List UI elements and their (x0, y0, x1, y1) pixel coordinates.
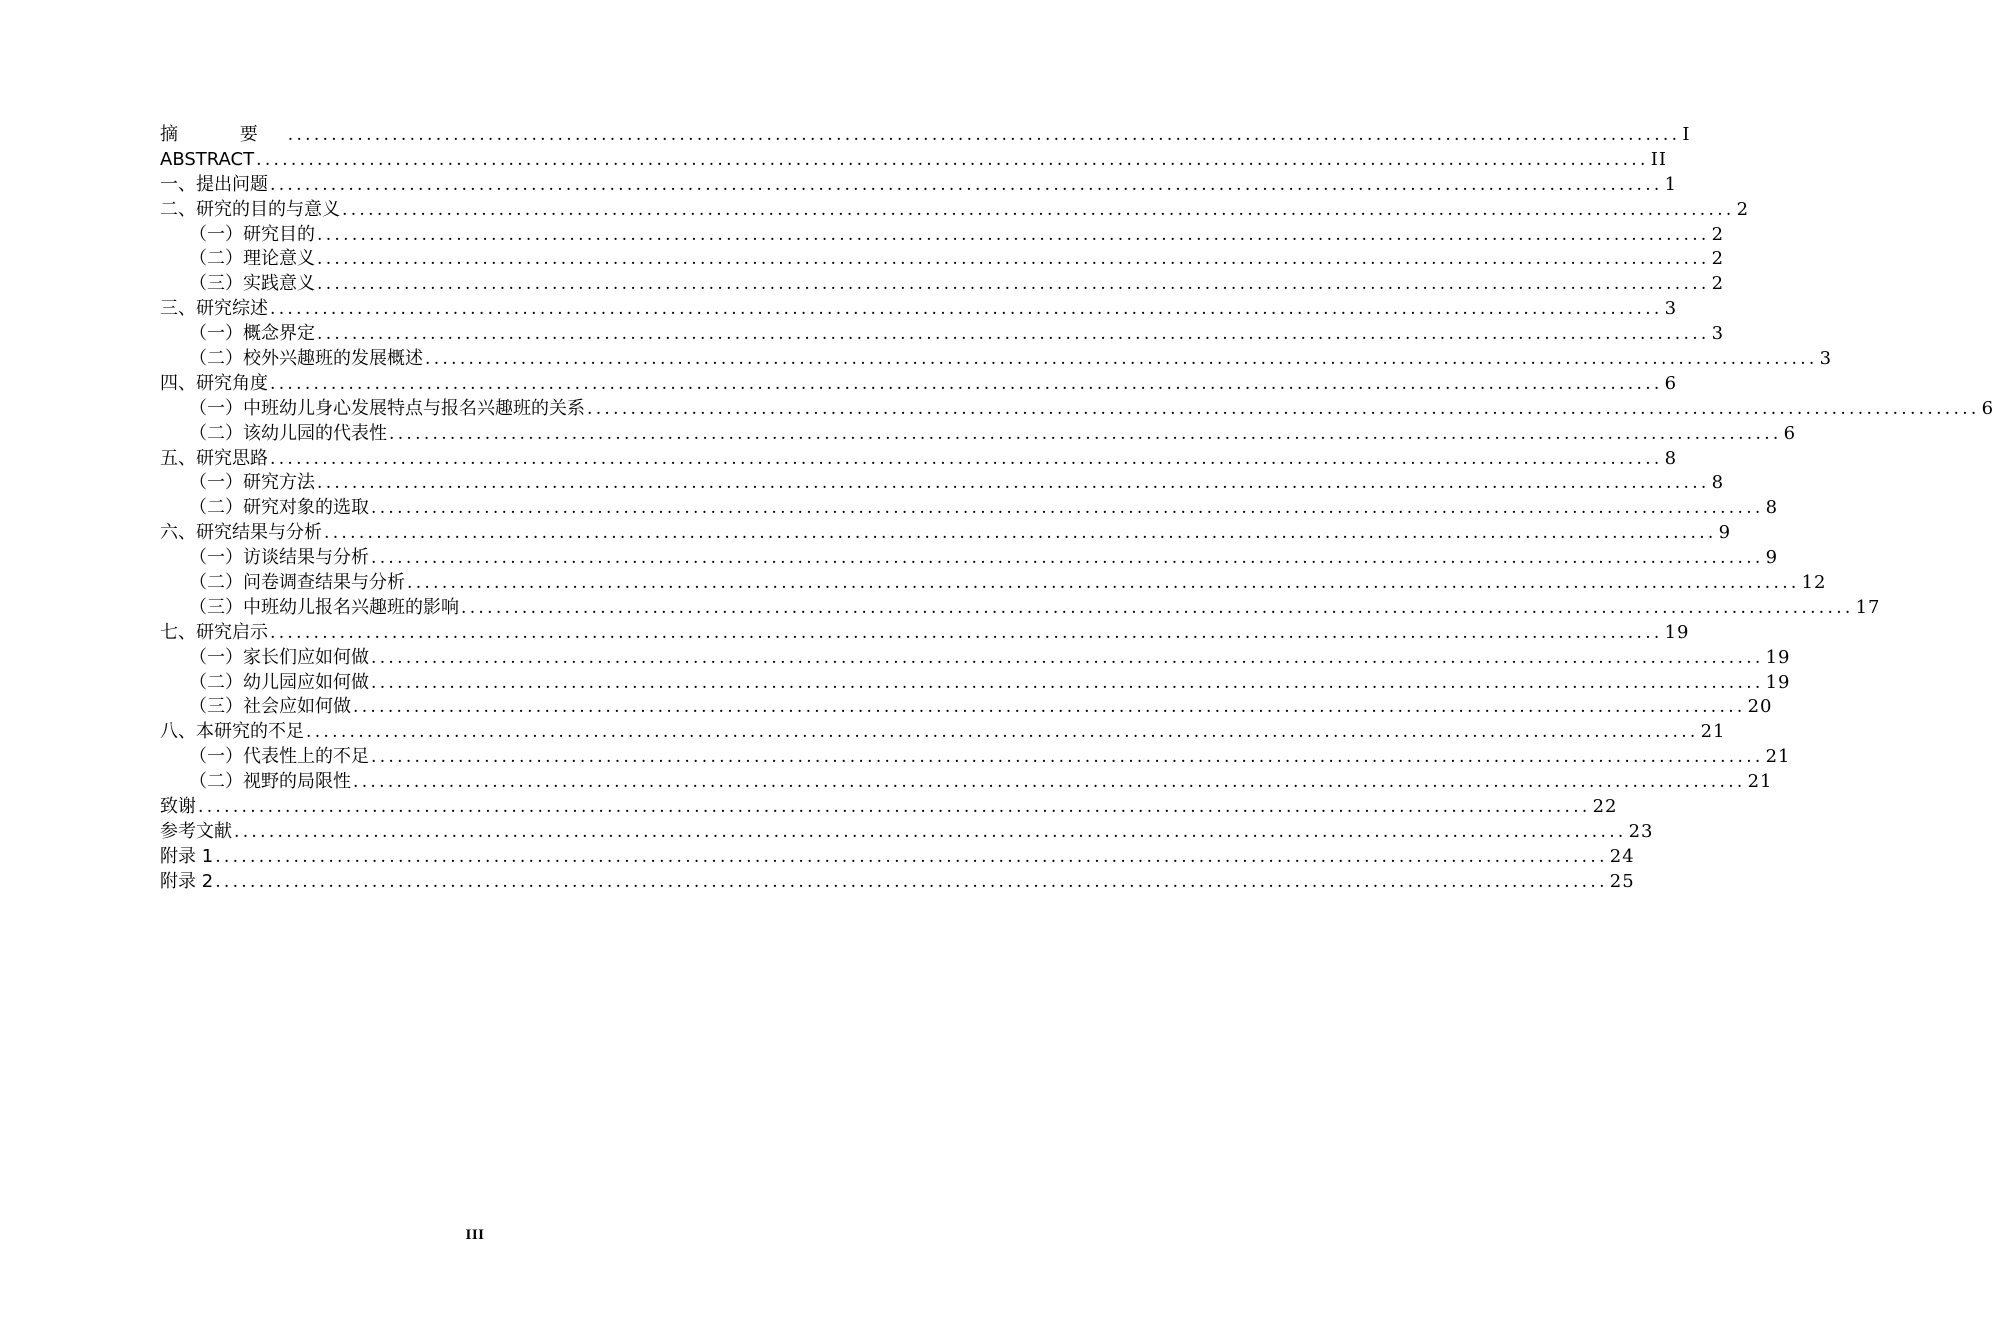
toc-entry-label: 八、本研究的不足 (160, 721, 304, 743)
toc-entry-page: 8 (1711, 472, 1725, 494)
toc-entry[interactable] (160, 272, 1725, 297)
toc-entry-page: 6 (1664, 372, 1678, 394)
toc-dot-leader: ................................................................................................................................................................ (198, 797, 1591, 818)
toc-entry-label: 六、研究结果与分析 (160, 522, 322, 544)
toc-entry-label: （一）代表性上的不足 (189, 746, 369, 768)
toc-entry-page: II (1650, 148, 1667, 170)
toc-entry[interactable] (160, 795, 1618, 820)
toc-entry[interactable] (160, 596, 1881, 621)
toc-entry-page: 25 (1609, 870, 1635, 892)
toc-dot-leader: ................................................................................................................................................................ (270, 174, 1663, 195)
toc-entry-label: （一）研究方法 (189, 472, 315, 494)
toc-entry-page: 21 (1765, 746, 1791, 768)
toc-entry-page: 19 (1765, 671, 1791, 693)
toc-entry[interactable] (160, 870, 1635, 895)
toc-entry-page: 3 (1819, 348, 1833, 370)
toc-entry-page: 3 (1711, 323, 1725, 345)
toc-dot-leader: ................................................................................................................................................................ (353, 772, 1746, 793)
toc-entry[interactable] (160, 471, 1725, 496)
toc-entry-page: 2 (1711, 248, 1725, 270)
toc-entry-page: 22 (1592, 796, 1618, 818)
page-number: III (465, 1227, 485, 1243)
toc-entry-label: 致谢 (160, 796, 196, 818)
toc-entry[interactable] (160, 422, 1797, 447)
toc-entry[interactable] (160, 770, 1773, 795)
toc-entry-page: 3 (1664, 298, 1678, 320)
toc-entry[interactable] (160, 695, 1773, 720)
toc-dot-leader: ................................................................................................................................................................ (287, 125, 1681, 145)
toc-entry-label: ABSTRACT (160, 148, 255, 170)
toc-entry[interactable] (160, 223, 1725, 248)
toc-entry-page: I (1682, 124, 1691, 145)
toc-dot-leader: ................................................................................................................................................................ (389, 423, 1782, 444)
toc-dot-leader: ................................................................................................................................................................ (371, 548, 1764, 569)
toc-dot-leader: ................................................................................................................................................................ (234, 821, 1627, 842)
toc-entry-label: （二）校外兴趣班的发展概述 (189, 348, 423, 370)
toc-entry[interactable] (160, 123, 1691, 148)
toc-dot-leader: ................................................................................................................................................................ (317, 224, 1710, 245)
toc-entry-label: （三）实践意义 (189, 273, 315, 295)
toc-dot-leader: ................................................................................................................................................................ (461, 597, 1854, 618)
toc-entry-label: 摘 要 (160, 124, 286, 145)
toc-entry-label: 三、研究综述 (160, 298, 268, 320)
toc-entry-page: 20 (1747, 696, 1773, 718)
toc-dot-leader: ................................................................................................................................................................ (317, 324, 1710, 345)
toc-entry-page: 6 (1783, 422, 1797, 444)
toc-entry[interactable] (160, 571, 1827, 596)
toc-entry[interactable] (160, 322, 1725, 347)
toc-entry-page: 12 (1801, 572, 1827, 594)
toc-entry[interactable] (160, 148, 1667, 173)
toc-dot-leader: ................................................................................................................................................................ (353, 697, 1746, 718)
toc-dot-leader: ................................................................................................................................................................ (317, 473, 1710, 494)
toc-entry[interactable] (160, 347, 1833, 372)
toc-dot-leader: ................................................................................................................................................................ (256, 149, 1649, 170)
toc-dot-leader: ................................................................................................................................................................ (371, 747, 1764, 768)
toc-dot-leader: ................................................................................................................................................................ (270, 622, 1663, 643)
toc-entry-label: 参考文献 (160, 820, 232, 842)
toc-entry-page: 2 (1711, 273, 1725, 295)
toc-entry-label: （一）家长们应如何做 (189, 646, 369, 668)
toc-entry[interactable] (160, 621, 1690, 646)
toc-entry[interactable] (160, 247, 1725, 272)
toc-entry-label: 四、研究角度 (160, 372, 268, 394)
toc-entry-page: 2 (1736, 198, 1750, 220)
toc-entry-label: （二）该幼儿园的代表性 (189, 422, 387, 444)
toc-entry-page: 9 (1718, 522, 1732, 544)
toc-entry[interactable] (160, 496, 1779, 521)
toc-entry-page: 21 (1747, 771, 1773, 793)
toc-dot-leader: ................................................................................................................................................................ (371, 672, 1764, 693)
toc-entry-page: 8 (1765, 497, 1779, 519)
toc-entry-label: （一）中班幼儿身心发展特点与报名兴趣班的关系 (189, 397, 585, 419)
toc-entry[interactable] (160, 646, 1791, 671)
toc-entry-page: 9 (1765, 547, 1779, 569)
toc-entry-label: 附录 1 (160, 845, 214, 867)
toc-entry-page: 19 (1765, 646, 1791, 668)
toc-entry-label: （二）研究对象的选取 (189, 497, 369, 519)
toc-entry-page: 2 (1711, 223, 1725, 245)
toc-dot-leader: ................................................................................................................................................................ (270, 299, 1663, 320)
toc-entry-label: 二、研究的目的与意义 (160, 198, 340, 220)
toc-entry[interactable] (160, 447, 1678, 472)
toc-entry-page: 24 (1609, 845, 1635, 867)
toc-dot-leader: ................................................................................................................................................................ (270, 373, 1663, 394)
toc-dot-leader: ................................................................................................................................................................ (371, 647, 1764, 668)
toc-entry-page: 1 (1664, 173, 1678, 195)
toc-entry-page: 23 (1628, 820, 1654, 842)
toc-dot-leader: ................................................................................................................................................................ (371, 498, 1764, 519)
toc-entry-label: 五、研究思路 (160, 447, 268, 469)
toc-dot-leader: ................................................................................................................................................................ (317, 249, 1710, 270)
toc-entry[interactable] (160, 297, 1678, 322)
toc-entry[interactable] (160, 372, 1678, 397)
toc-dot-leader: ................................................................................................................................................................ (407, 573, 1800, 594)
toc-entry-page: 6 (1981, 397, 1994, 419)
toc-entry[interactable] (160, 671, 1791, 696)
toc-entry-label: （二）幼儿园应如何做 (189, 671, 369, 693)
toc-entry-label: （一）访谈结果与分析 (189, 547, 369, 569)
toc-entry-label: 七、研究启示 (160, 621, 268, 643)
toc-entry-page: 8 (1664, 447, 1678, 469)
toc-entry-label: 一、提出问题 (160, 173, 268, 195)
toc-entry-label: （二）理论意义 (189, 248, 315, 270)
toc-entry[interactable] (160, 820, 1654, 845)
toc-entry[interactable] (160, 521, 1732, 546)
toc-dot-leader: ................................................................................................................................................................ (317, 274, 1710, 295)
toc-entry[interactable] (160, 397, 1994, 422)
toc-entry-label: （一）研究目的 (189, 223, 315, 245)
toc-entry-label: （三）社会应如何做 (189, 696, 351, 718)
toc-entry[interactable] (160, 173, 1678, 198)
toc-entry[interactable] (160, 546, 1779, 571)
toc-entry-label: （二）问卷调查结果与分析 (189, 572, 405, 594)
toc-entry-page: 21 (1700, 721, 1726, 743)
toc-dot-leader: ................................................................................................................................................................ (215, 871, 1608, 892)
toc-dot-leader: ................................................................................................................................................................ (342, 199, 1735, 220)
toc-dot-leader: ................................................................................................................................................................ (425, 349, 1818, 370)
toc-entry[interactable] (160, 745, 1791, 770)
table-of-contents (160, 123, 1994, 895)
toc-dot-leader: ................................................................................................................................................................ (587, 398, 1980, 419)
toc-entry[interactable] (160, 845, 1635, 870)
toc-dot-leader: ................................................................................................................................................................ (324, 523, 1717, 544)
toc-entry[interactable] (160, 720, 1726, 745)
toc-entry-label: （三）中班幼儿报名兴趣班的影响 (189, 596, 459, 618)
toc-entry-page: 19 (1664, 621, 1690, 643)
toc-entry[interactable] (160, 198, 1750, 223)
toc-entry-page: 17 (1855, 596, 1881, 618)
toc-entry-label: 附录 2 (160, 870, 214, 892)
toc-entry-label: （二）视野的局限性 (189, 771, 351, 793)
toc-dot-leader: ................................................................................................................................................................ (215, 846, 1608, 867)
toc-dot-leader: ................................................................................................................................................................ (306, 722, 1699, 743)
toc-dot-leader: ................................................................................................................................................................ (270, 448, 1663, 469)
toc-entry-label: （一）概念界定 (189, 323, 315, 345)
